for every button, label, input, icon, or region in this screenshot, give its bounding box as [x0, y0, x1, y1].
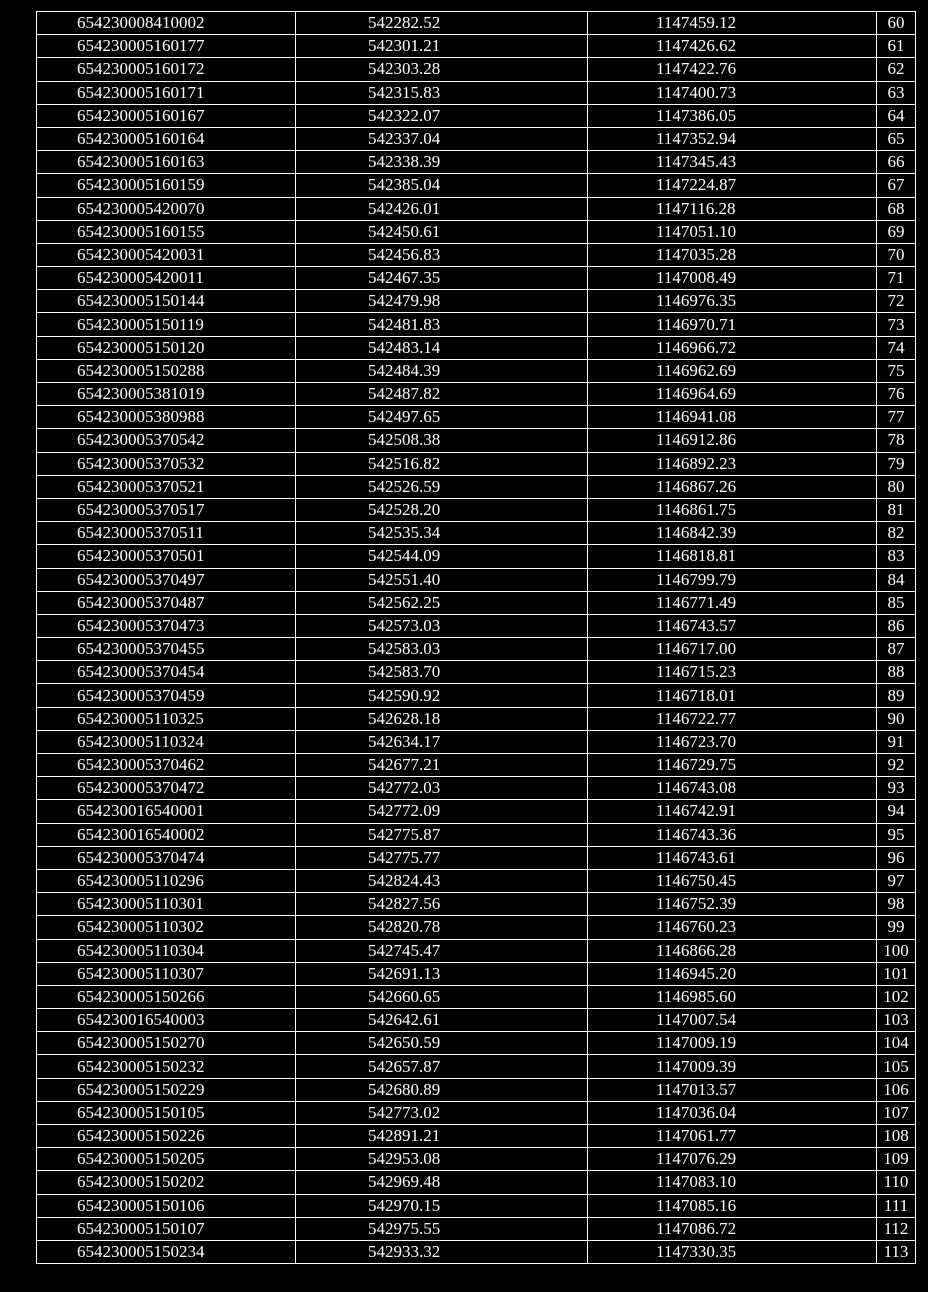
- y-coordinate-cell: 1147013.57: [588, 1078, 877, 1101]
- y-coordinate-cell: 1147085.16: [588, 1194, 877, 1217]
- point-number-cell: 74: [877, 336, 916, 359]
- x-coordinate-cell: 542745.47: [296, 939, 588, 962]
- x-coordinate-cell: 542497.65: [296, 406, 588, 429]
- parcel-id-cell: 654230005150205: [37, 1148, 296, 1171]
- x-coordinate-cell: 542680.89: [296, 1078, 588, 1101]
- parcel-id-cell: 654230005420031: [37, 243, 296, 266]
- x-coordinate-cell: 542772.09: [296, 800, 588, 823]
- table-row: [37, 661, 916, 684]
- parcel-id-cell: 654230005370455: [37, 638, 296, 661]
- y-coordinate-cell: 1146867.26: [588, 475, 877, 498]
- parcel-id-cell: 654230008410002: [37, 12, 296, 35]
- point-number-cell: 85: [877, 591, 916, 614]
- x-coordinate-cell: 542590.92: [296, 684, 588, 707]
- parcel-id-cell: 654230016540002: [37, 823, 296, 846]
- table-row: [37, 684, 916, 707]
- parcel-id-cell: 654230005370521: [37, 475, 296, 498]
- y-coordinate-cell: 1146743.57: [588, 614, 877, 637]
- y-coordinate-cell: 1147224.87: [588, 174, 877, 197]
- x-coordinate-cell: 542301.21: [296, 35, 588, 58]
- y-coordinate-cell: 1146718.01: [588, 684, 877, 707]
- x-coordinate-cell: 542975.55: [296, 1217, 588, 1240]
- x-coordinate-cell: 542450.61: [296, 220, 588, 243]
- point-number-cell: 108: [877, 1125, 916, 1148]
- table-row: [37, 1171, 916, 1194]
- parcel-id-cell: 654230005110325: [37, 707, 296, 730]
- y-coordinate-cell: 1146729.75: [588, 754, 877, 777]
- y-coordinate-cell: 1146892.23: [588, 452, 877, 475]
- table-row: [37, 359, 916, 382]
- parcel-id-cell: 654230005150226: [37, 1125, 296, 1148]
- y-coordinate-cell: 1146717.00: [588, 638, 877, 661]
- parcel-id-cell: 654230005370474: [37, 846, 296, 869]
- y-coordinate-cell: 1147036.04: [588, 1101, 877, 1124]
- x-coordinate-cell: 542583.03: [296, 638, 588, 661]
- y-coordinate-cell: 1147352.94: [588, 127, 877, 150]
- parcel-id-cell: 654230005110301: [37, 893, 296, 916]
- parcel-id-cell: 654230005370542: [37, 429, 296, 452]
- point-number-cell: 73: [877, 313, 916, 336]
- table-row: [37, 1240, 916, 1263]
- table-row: [37, 522, 916, 545]
- table-row: [37, 869, 916, 892]
- parcel-id-cell: 654230005160159: [37, 174, 296, 197]
- table-row: [37, 985, 916, 1008]
- table-row: [37, 1009, 916, 1032]
- x-coordinate-cell: 542508.38: [296, 429, 588, 452]
- table-row: [37, 1078, 916, 1101]
- x-coordinate-cell: 542953.08: [296, 1148, 588, 1171]
- table-row: [37, 220, 916, 243]
- table-row: [37, 1148, 916, 1171]
- table-row: [37, 614, 916, 637]
- point-number-cell: 87: [877, 638, 916, 661]
- x-coordinate-cell: 542657.87: [296, 1055, 588, 1078]
- y-coordinate-cell: 1146723.70: [588, 730, 877, 753]
- x-coordinate-cell: 542827.56: [296, 893, 588, 916]
- y-coordinate-cell: 1146743.08: [588, 777, 877, 800]
- table-row: [37, 638, 916, 661]
- y-coordinate-cell: 1147061.77: [588, 1125, 877, 1148]
- parcel-id-cell: 654230005370501: [37, 545, 296, 568]
- y-coordinate-cell: 1147083.10: [588, 1171, 877, 1194]
- parcel-id-cell: 654230016540003: [37, 1009, 296, 1032]
- parcel-id-cell: 654230005150144: [37, 290, 296, 313]
- table-row: [37, 35, 916, 58]
- point-number-cell: 78: [877, 429, 916, 452]
- parcel-id-cell: 654230005370454: [37, 661, 296, 684]
- parcel-id-cell: 654230005160164: [37, 127, 296, 150]
- table-row: [37, 893, 916, 916]
- table-row: [37, 290, 916, 313]
- x-coordinate-cell: 542528.20: [296, 498, 588, 521]
- parcel-id-cell: 654230005160167: [37, 104, 296, 127]
- point-number-cell: 61: [877, 35, 916, 58]
- y-coordinate-cell: 1146818.81: [588, 545, 877, 568]
- x-coordinate-cell: 542315.83: [296, 81, 588, 104]
- parcel-id-cell: 654230005160171: [37, 81, 296, 104]
- y-coordinate-cell: 1146985.60: [588, 985, 877, 1008]
- y-coordinate-cell: 1146750.45: [588, 869, 877, 892]
- x-coordinate-cell: 542385.04: [296, 174, 588, 197]
- x-coordinate-cell: 542337.04: [296, 127, 588, 150]
- table-row: [37, 313, 916, 336]
- table-row: [37, 383, 916, 406]
- point-number-cell: 64: [877, 104, 916, 127]
- parcel-id-cell: 654230005380988: [37, 406, 296, 429]
- table-row: [37, 916, 916, 939]
- parcel-id-cell: 654230005381019: [37, 383, 296, 406]
- y-coordinate-cell: 1146743.36: [588, 823, 877, 846]
- parcel-id-cell: 654230005150270: [37, 1032, 296, 1055]
- table-row: [37, 267, 916, 290]
- parcel-id-cell: 654230005370532: [37, 452, 296, 475]
- x-coordinate-cell: 542526.59: [296, 475, 588, 498]
- x-coordinate-cell: 542551.40: [296, 568, 588, 591]
- y-coordinate-cell: 1146722.77: [588, 707, 877, 730]
- parcel-id-cell: 654230005150105: [37, 1101, 296, 1124]
- y-coordinate-cell: 1147116.28: [588, 197, 877, 220]
- point-number-cell: 100: [877, 939, 916, 962]
- point-number-cell: 77: [877, 406, 916, 429]
- table-row: [37, 151, 916, 174]
- x-coordinate-cell: 542479.98: [296, 290, 588, 313]
- table-row: [37, 707, 916, 730]
- coordinate-table: [36, 11, 916, 1264]
- point-number-cell: 90: [877, 707, 916, 730]
- y-coordinate-cell: 1146976.35: [588, 290, 877, 313]
- parcel-id-cell: 654230005420070: [37, 197, 296, 220]
- x-coordinate-cell: 542969.48: [296, 1171, 588, 1194]
- parcel-id-cell: 654230005150119: [37, 313, 296, 336]
- x-coordinate-cell: 542481.83: [296, 313, 588, 336]
- point-number-cell: 81: [877, 498, 916, 521]
- point-number-cell: 110: [877, 1171, 916, 1194]
- y-coordinate-cell: 1146743.61: [588, 846, 877, 869]
- table-row: [37, 452, 916, 475]
- y-coordinate-cell: 1147386.05: [588, 104, 877, 127]
- y-coordinate-cell: 1147426.62: [588, 35, 877, 58]
- table-row: [37, 545, 916, 568]
- table-row: [37, 1217, 916, 1240]
- point-number-cell: 83: [877, 545, 916, 568]
- parcel-id-cell: 654230005110302: [37, 916, 296, 939]
- x-coordinate-cell: 542775.87: [296, 823, 588, 846]
- y-coordinate-cell: 1147422.76: [588, 58, 877, 81]
- parcel-id-cell: 654230005150107: [37, 1217, 296, 1240]
- y-coordinate-cell: 1147400.73: [588, 81, 877, 104]
- point-number-cell: 112: [877, 1217, 916, 1240]
- parcel-id-cell: 654230005110324: [37, 730, 296, 753]
- y-coordinate-cell: 1147086.72: [588, 1217, 877, 1240]
- parcel-id-cell: 654230005150106: [37, 1194, 296, 1217]
- x-coordinate-cell: 542970.15: [296, 1194, 588, 1217]
- y-coordinate-cell: 1146962.69: [588, 359, 877, 382]
- x-coordinate-cell: 542426.01: [296, 197, 588, 220]
- x-coordinate-cell: 542628.18: [296, 707, 588, 730]
- x-coordinate-cell: 542303.28: [296, 58, 588, 81]
- x-coordinate-cell: 542650.59: [296, 1032, 588, 1055]
- table-row: [37, 81, 916, 104]
- y-coordinate-cell: 1146771.49: [588, 591, 877, 614]
- y-coordinate-cell: 1147009.39: [588, 1055, 877, 1078]
- y-coordinate-cell: 1146970.71: [588, 313, 877, 336]
- point-number-cell: 79: [877, 452, 916, 475]
- y-coordinate-cell: 1147459.12: [588, 12, 877, 35]
- y-coordinate-cell: 1146861.75: [588, 498, 877, 521]
- table-row: [37, 939, 916, 962]
- point-number-cell: 111: [877, 1194, 916, 1217]
- x-coordinate-cell: 542677.21: [296, 754, 588, 777]
- y-coordinate-cell: 1146715.23: [588, 661, 877, 684]
- point-number-cell: 88: [877, 661, 916, 684]
- table-row: [37, 1125, 916, 1148]
- table-row: [37, 336, 916, 359]
- parcel-id-cell: 654230005370517: [37, 498, 296, 521]
- point-number-cell: 113: [877, 1240, 916, 1263]
- parcel-id-cell: 654230005160163: [37, 151, 296, 174]
- table-row: [37, 730, 916, 753]
- x-coordinate-cell: 542282.52: [296, 12, 588, 35]
- table-row: [37, 12, 916, 35]
- parcel-id-cell: 654230016540001: [37, 800, 296, 823]
- parcel-id-cell: 654230005150234: [37, 1240, 296, 1263]
- y-coordinate-cell: 1147076.29: [588, 1148, 877, 1171]
- y-coordinate-cell: 1147009.19: [588, 1032, 877, 1055]
- point-number-cell: 67: [877, 174, 916, 197]
- parcel-id-cell: 654230005160155: [37, 220, 296, 243]
- y-coordinate-cell: 1147035.28: [588, 243, 877, 266]
- point-number-cell: 105: [877, 1055, 916, 1078]
- x-coordinate-cell: 542820.78: [296, 916, 588, 939]
- x-coordinate-cell: 542772.03: [296, 777, 588, 800]
- point-number-cell: 107: [877, 1101, 916, 1124]
- y-coordinate-cell: 1147008.49: [588, 267, 877, 290]
- y-coordinate-cell: 1146966.72: [588, 336, 877, 359]
- table-row: [37, 243, 916, 266]
- point-number-cell: 96: [877, 846, 916, 869]
- point-number-cell: 68: [877, 197, 916, 220]
- x-coordinate-cell: 542573.03: [296, 614, 588, 637]
- table-body: [37, 12, 916, 1264]
- point-number-cell: 106: [877, 1078, 916, 1101]
- x-coordinate-cell: 542891.21: [296, 1125, 588, 1148]
- y-coordinate-cell: 1146964.69: [588, 383, 877, 406]
- parcel-id-cell: 654230005150288: [37, 359, 296, 382]
- table-row: [37, 174, 916, 197]
- table-row: [37, 962, 916, 985]
- point-number-cell: 103: [877, 1009, 916, 1032]
- point-number-cell: 84: [877, 568, 916, 591]
- x-coordinate-cell: 542484.39: [296, 359, 588, 382]
- parcel-id-cell: 654230005110304: [37, 939, 296, 962]
- parcel-id-cell: 654230005150266: [37, 985, 296, 1008]
- point-number-cell: 82: [877, 522, 916, 545]
- parcel-id-cell: 654230005160172: [37, 58, 296, 81]
- x-coordinate-cell: 542516.82: [296, 452, 588, 475]
- table-row: [37, 406, 916, 429]
- point-number-cell: 99: [877, 916, 916, 939]
- table-row: [37, 197, 916, 220]
- table-row: [37, 754, 916, 777]
- x-coordinate-cell: 542535.34: [296, 522, 588, 545]
- point-number-cell: 80: [877, 475, 916, 498]
- parcel-id-cell: 654230005370462: [37, 754, 296, 777]
- parcel-id-cell: 654230005370487: [37, 591, 296, 614]
- x-coordinate-cell: 542634.17: [296, 730, 588, 753]
- point-number-cell: 89: [877, 684, 916, 707]
- point-number-cell: 94: [877, 800, 916, 823]
- parcel-id-cell: 654230005420011: [37, 267, 296, 290]
- y-coordinate-cell: 1147345.43: [588, 151, 877, 174]
- y-coordinate-cell: 1146945.20: [588, 962, 877, 985]
- x-coordinate-cell: 542773.02: [296, 1101, 588, 1124]
- point-number-cell: 97: [877, 869, 916, 892]
- point-number-cell: 109: [877, 1148, 916, 1171]
- table-row: [37, 429, 916, 452]
- point-number-cell: 93: [877, 777, 916, 800]
- parcel-id-cell: 654230005150232: [37, 1055, 296, 1078]
- point-number-cell: 65: [877, 127, 916, 150]
- y-coordinate-cell: 1147007.54: [588, 1009, 877, 1032]
- parcel-id-cell: 654230005370473: [37, 614, 296, 637]
- point-number-cell: 76: [877, 383, 916, 406]
- y-coordinate-cell: 1146760.23: [588, 916, 877, 939]
- x-coordinate-cell: 542562.25: [296, 591, 588, 614]
- table-row: [37, 127, 916, 150]
- x-coordinate-cell: 542642.61: [296, 1009, 588, 1032]
- parcel-id-cell: 654230005150120: [37, 336, 296, 359]
- y-coordinate-cell: 1146742.91: [588, 800, 877, 823]
- x-coordinate-cell: 542691.13: [296, 962, 588, 985]
- point-number-cell: 91: [877, 730, 916, 753]
- x-coordinate-cell: 542338.39: [296, 151, 588, 174]
- x-coordinate-cell: 542487.82: [296, 383, 588, 406]
- point-number-cell: 101: [877, 962, 916, 985]
- table-row: [37, 475, 916, 498]
- table-row: [37, 498, 916, 521]
- x-coordinate-cell: 542322.07: [296, 104, 588, 127]
- table-row: [37, 777, 916, 800]
- parcel-id-cell: 654230005160177: [37, 35, 296, 58]
- point-number-cell: 86: [877, 614, 916, 637]
- point-number-cell: 69: [877, 220, 916, 243]
- point-number-cell: 95: [877, 823, 916, 846]
- y-coordinate-cell: 1147051.10: [588, 220, 877, 243]
- y-coordinate-cell: 1146866.28: [588, 939, 877, 962]
- x-coordinate-cell: 542583.70: [296, 661, 588, 684]
- x-coordinate-cell: 542933.32: [296, 1240, 588, 1263]
- point-number-cell: 104: [877, 1032, 916, 1055]
- table-row: [37, 800, 916, 823]
- table-row: [37, 846, 916, 869]
- point-number-cell: 62: [877, 58, 916, 81]
- y-coordinate-cell: 1146912.86: [588, 429, 877, 452]
- x-coordinate-cell: 542467.35: [296, 267, 588, 290]
- x-coordinate-cell: 542660.65: [296, 985, 588, 1008]
- point-number-cell: 98: [877, 893, 916, 916]
- table-row: [37, 591, 916, 614]
- parcel-id-cell: 654230005110296: [37, 869, 296, 892]
- y-coordinate-cell: 1146752.39: [588, 893, 877, 916]
- point-number-cell: 72: [877, 290, 916, 313]
- point-number-cell: 66: [877, 151, 916, 174]
- table-row: [37, 104, 916, 127]
- point-number-cell: 70: [877, 243, 916, 266]
- y-coordinate-cell: 1147330.35: [588, 1240, 877, 1263]
- parcel-id-cell: 654230005370497: [37, 568, 296, 591]
- point-number-cell: 71: [877, 267, 916, 290]
- y-coordinate-cell: 1146799.79: [588, 568, 877, 591]
- table-row: [37, 1032, 916, 1055]
- table-row: [37, 568, 916, 591]
- table-row: [37, 58, 916, 81]
- table-row: [37, 1194, 916, 1217]
- x-coordinate-cell: 542824.43: [296, 869, 588, 892]
- table-row: [37, 823, 916, 846]
- x-coordinate-cell: 542456.83: [296, 243, 588, 266]
- y-coordinate-cell: 1146941.08: [588, 406, 877, 429]
- parcel-id-cell: 654230005150229: [37, 1078, 296, 1101]
- table-row: [37, 1101, 916, 1124]
- point-number-cell: 102: [877, 985, 916, 1008]
- parcel-id-cell: 654230005370459: [37, 684, 296, 707]
- y-coordinate-cell: 1146842.39: [588, 522, 877, 545]
- table-row: [37, 1055, 916, 1078]
- point-number-cell: 60: [877, 12, 916, 35]
- point-number-cell: 92: [877, 754, 916, 777]
- parcel-id-cell: 654230005370511: [37, 522, 296, 545]
- x-coordinate-cell: 542775.77: [296, 846, 588, 869]
- x-coordinate-cell: 542483.14: [296, 336, 588, 359]
- point-number-cell: 75: [877, 359, 916, 382]
- point-number-cell: 63: [877, 81, 916, 104]
- parcel-id-cell: 654230005150202: [37, 1171, 296, 1194]
- parcel-id-cell: 654230005110307: [37, 962, 296, 985]
- parcel-id-cell: 654230005370472: [37, 777, 296, 800]
- x-coordinate-cell: 542544.09: [296, 545, 588, 568]
